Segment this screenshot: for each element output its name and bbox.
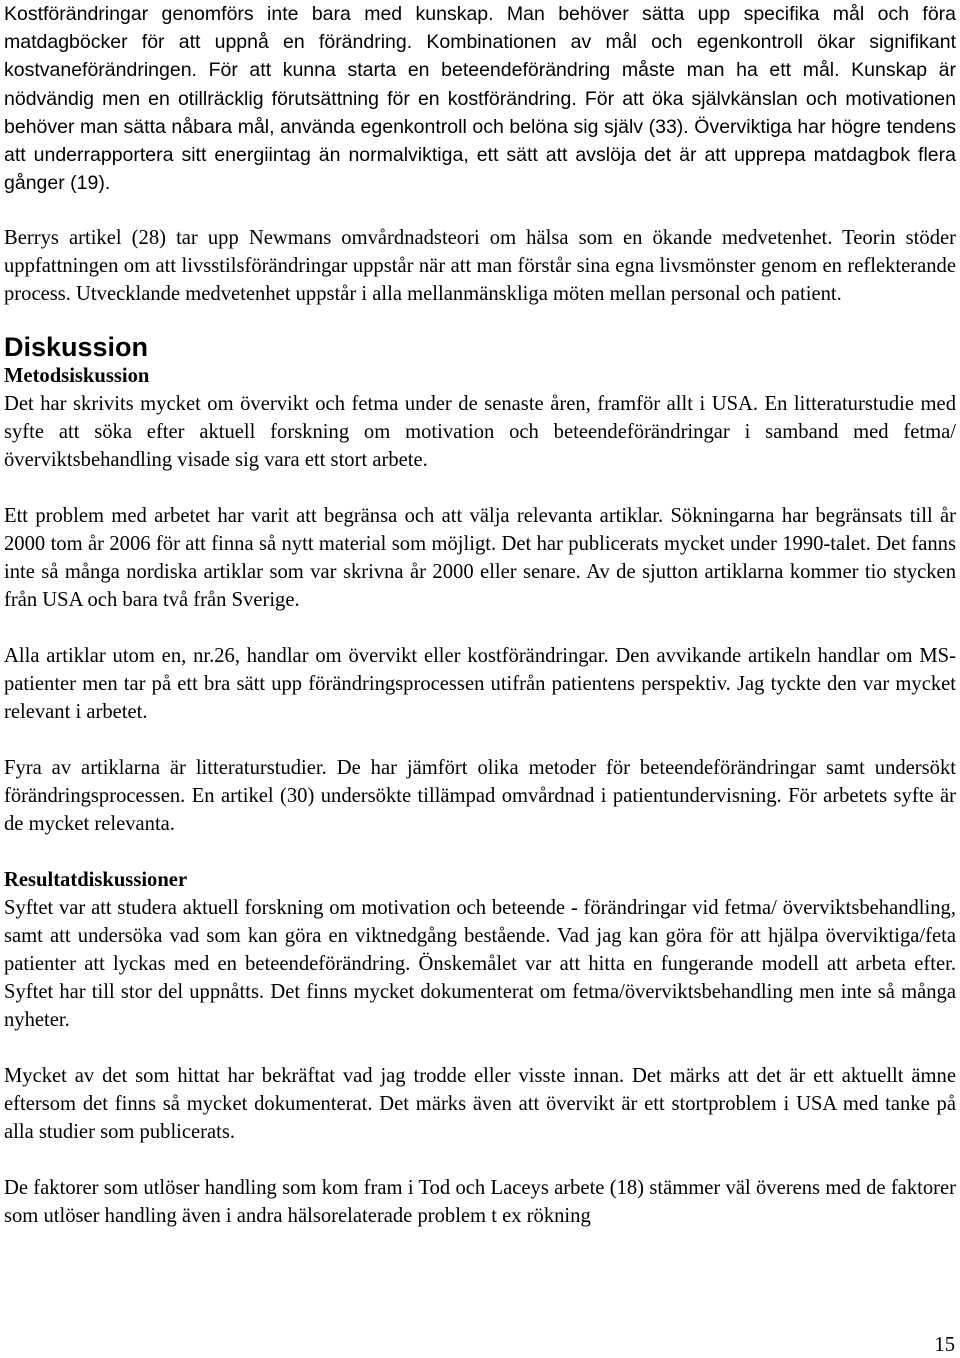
resultat-paragraph-1: Syftet var att studera aktuell forskning om motivation och beteende - förändringar vid fetma/ överviktsbehandling, samt att undersöka vad som kan göra en viktnedgång bestående. Vad jag kan göra för att hjälpa överviktiga/feta patienter att lyckas med en beteendeförändring. Önskemålet var att hitta en fungerande modell att arbeta efter. Syftet har till stor del uppnåtts. Det finns mycket dokumenterat om fetma/överviktsbehandling men inte så många nyheter.	[4, 897, 956, 1032]
metod-paragraph-4: Fyra av artiklarna är litteraturstudier. De har jämfört olika metoder för beteendeförändringar samt undersökt förändringsprocessen. En artikel (30) undersökte tillämpad omvårdnad i patientundervisning. För arbetets syfte är de mycket relevanta.	[4, 757, 956, 836]
metod-paragraph-2: Ett problem med arbetet har varit att begränsa och att välja relevanta artiklar. Sökningarna har begränsats till år 2000 tom år 2006 för att finna så nytt material som möjligt. Det har publicerats mycket under 1990-talet. Det fanns inte så många nordiska artiklar som var skrivna år 2000 eller senare. Av de sjutton artiklarna kommer tio stycken från USA och bara två från Sverige.	[4, 505, 956, 612]
metod-paragraph-3: Alla artiklar utom en, nr.26, handlar om övervikt eller kostförändringar. Den avvikande artikeln handlar om MS-patienter men tar på ett bra sätt upp förändringsprocessen utifrån patientens perspektiv. Jag tyckte den var mycket relevant i arbetet.	[4, 645, 956, 724]
metoddiskussion-heading: Metodsiskussion	[4, 365, 150, 388]
diskussion-heading: Diskussion	[4, 332, 149, 363]
resultat-paragraph-3: De faktorer som utlöser handling som kom fram i Tod och Laceys arbete (18) stämmer väl överens med de faktorer som utlöser handling även i andra hälsorelaterade problem t ex rökning	[4, 1177, 956, 1228]
metod-paragraph-1: Det har skrivits mycket om övervikt och fetma under de senaste åren, framför allt i USA. En litteraturstudie med syfte att söka efter aktuell forskning om motivation och beteendeförändringar i samband med fetma/överviktsbehandling visade sig vara ett stort arbete.	[4, 393, 956, 472]
resultat-paragraph-2: Mycket av det som hittat har bekräftat vad jag trodde eller visste innan. Det märks att det är ett aktuellt ämne eftersom det finns så mycket dokumenterat. Det märks även att övervikt är ett stortproblem i USA med tanke på alla studier som publicerats.	[4, 1065, 956, 1144]
berry-paragraph: Berrys artikel (28) tar upp Newmans omvårdnadsteori om hälsa som en ökande medvetenhet. Teorin stöder uppfattningen om att livsstilsförändringar uppstår när att man förstår sina egna livsmönster genom en reflekterande process. Utvecklande medvetenhet uppstår i alla mellanmänskliga möten mellan personal och patient.	[4, 227, 956, 306]
intro-paragraph: Kostförändringar genomförs inte bara med kunskap. Man behöver sätta upp specifika mål och föra matdagböcker för att uppnå en förändring. Kombinationen av mål och egenkontroll ökar signifikant kostvaneförändringen. För att kunna starta en beteendeförändring måste man ha ett mål. Kunskap är nödvändig men en otillräcklig förutsättning för en kostförändring. För att öka självkänslan och motivationen behöver man sätta nåbara mål, använda egenkontroll och belöna sig själv (33). Överviktiga har högre tendens att underrapportera sitt energiintag än normalviktiga, ett sätt att avslöja det är att upprepa matdagbok flera gånger (19).	[4, 3, 956, 195]
resultatdiskussion-heading: Resultatdiskussioner	[4, 869, 188, 892]
document-page	[4, 0, 956, 1230]
page-number: 15	[934, 1334, 955, 1356]
